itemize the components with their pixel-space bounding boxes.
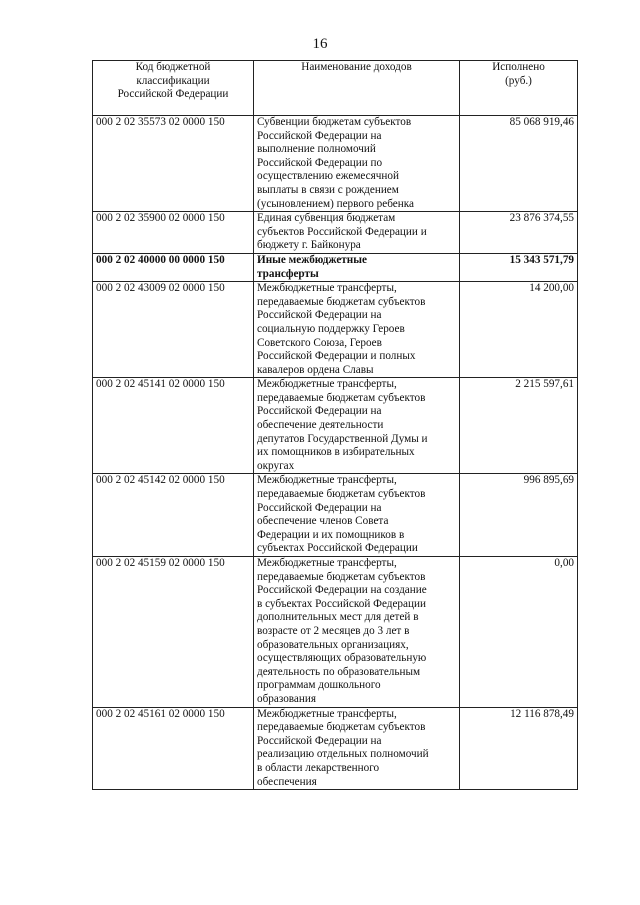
executed-amount-cell: 85 068 919,46 xyxy=(460,116,578,212)
revenue-name-line: социальную поддержку Героев xyxy=(257,322,405,335)
executed-amount-cell: 14 200,00 xyxy=(460,282,578,378)
revenue-name-cell xyxy=(254,707,460,790)
revenue-name-line: в области лекарственного xyxy=(257,761,380,774)
page-number: 16 xyxy=(312,36,328,52)
revenue-name-line: Межбюджетные трансферты, xyxy=(257,474,397,487)
header-amount-line: (руб.) xyxy=(505,74,532,87)
revenue-name-line: Российской Федерации и полных xyxy=(257,350,416,363)
executed-amount-cell: 996 895,69 xyxy=(460,474,578,557)
revenue-name-line: Российской Федерации по xyxy=(257,156,383,169)
revenue-name-line: субъектах Российской Федерации xyxy=(257,542,418,555)
executed-amount-cell: 2 215 597,61 xyxy=(460,378,578,474)
executed-amount-cell: 0,00 xyxy=(460,557,578,708)
revenue-name-line: Иные межбюджетные xyxy=(257,253,367,266)
revenue-name-line: обеспечение деятельности xyxy=(257,419,384,432)
revenue-name-line: Российской Федерации на xyxy=(257,129,382,142)
revenue-name-line: Межбюджетные трансферты, xyxy=(257,557,397,569)
revenue-name-cell xyxy=(254,116,460,212)
table-body xyxy=(93,116,578,790)
revenue-name-line: Субвенции бюджетам субъектов xyxy=(257,116,412,128)
revenue-name-line: передаваемые бюджетам субъектов xyxy=(257,295,426,308)
revenue-name-line: субъектов Российской Федерации и xyxy=(257,225,427,238)
table-row xyxy=(93,378,578,474)
revenue-name-line: осуществляющих образовательную xyxy=(257,652,427,665)
header-code xyxy=(93,61,254,116)
budget-code-cell: 000 2 02 35573 02 0000 150 xyxy=(93,116,254,212)
budget-code-cell: 000 2 02 40000 00 0000 150 xyxy=(93,253,254,281)
revenue-name-line: передаваемые бюджетам субъектов xyxy=(257,721,426,734)
budget-code-cell: 000 2 02 45141 02 0000 150 xyxy=(93,378,254,474)
revenue-name-line: трансферты xyxy=(257,267,319,280)
budget-code-cell: 000 2 02 45159 02 0000 150 xyxy=(93,557,254,708)
revenue-name-cell xyxy=(254,212,460,254)
revenue-table xyxy=(92,60,578,790)
revenue-name-line: Межбюджетные трансферты, xyxy=(257,378,397,391)
revenue-name-line: выполнение полномочий xyxy=(257,143,376,156)
revenue-name-line: передаваемые бюджетам субъектов xyxy=(257,570,426,583)
revenue-name-line: Российской Федерации на xyxy=(257,734,382,747)
revenue-name-line: Межбюджетные трансферты, xyxy=(257,282,397,295)
revenue-name-line: депутатов Государственной Думы и xyxy=(257,432,428,445)
table-row xyxy=(93,474,578,557)
revenue-name-line: передаваемые бюджетам субъектов xyxy=(257,488,426,501)
revenue-name-line: в субъектах Российской Федерации xyxy=(257,597,426,610)
budget-code-cell: 000 2 02 45142 02 0000 150 xyxy=(93,474,254,557)
revenue-name-line: выплаты в связи с рождением xyxy=(257,183,399,196)
revenue-name-cell xyxy=(254,557,460,708)
revenue-name-cell xyxy=(254,282,460,378)
revenue-name-line: программам дошкольного xyxy=(257,679,381,692)
revenue-name-line: (усыновлением) первого ребенка xyxy=(257,197,414,210)
revenue-name-line: образовательных организациях, xyxy=(257,638,409,651)
budget-code-cell: 000 2 02 45161 02 0000 150 xyxy=(93,707,254,790)
revenue-name-line: Федерации и их помощников в xyxy=(257,528,405,541)
revenue-name-cell xyxy=(254,474,460,557)
revenue-name-line: Российской Федерации на создание xyxy=(257,584,427,597)
revenue-name-line: округах xyxy=(257,459,295,472)
revenue-name-line: деятельность по образовательным xyxy=(257,665,421,678)
revenue-name-line: кавалеров ордена Славы xyxy=(257,363,374,376)
table-row xyxy=(93,557,578,708)
executed-amount-cell: 23 876 374,55 xyxy=(460,212,578,254)
header-amount xyxy=(460,61,578,116)
revenue-name-cell xyxy=(254,253,460,281)
revenue-name-line: передаваемые бюджетам субъектов xyxy=(257,391,426,404)
budget-code-cell: 000 2 02 35900 02 0000 150 xyxy=(93,212,254,254)
executed-amount-cell: 15 343 571,79 xyxy=(460,253,578,281)
table-row xyxy=(93,212,578,254)
executed-amount-cell: 12 116 878,49 xyxy=(460,707,578,790)
table-row xyxy=(93,253,578,281)
header-name-line: Наименование доходов xyxy=(301,61,412,73)
revenue-name-line: обеспечения xyxy=(257,775,317,788)
revenue-name-line: дополнительных мест для детей в xyxy=(257,611,419,624)
table-header-row xyxy=(93,61,578,116)
revenue-name-line: Российской Федерации на xyxy=(257,501,382,514)
revenue-name-line: обеспечение членов Совета xyxy=(257,515,389,528)
header-amount-line: Исполнено xyxy=(492,61,545,73)
budget-code-cell: 000 2 02 43009 02 0000 150 xyxy=(93,282,254,378)
revenue-name-line: бюджету г. Байконура xyxy=(257,239,361,252)
header-name xyxy=(254,61,460,116)
revenue-name-line: Российской Федерации на xyxy=(257,309,382,322)
table-row xyxy=(93,282,578,378)
revenue-name-line: их помощников в избирательных xyxy=(257,446,415,459)
revenue-name-line: Российской Федерации на xyxy=(257,405,382,418)
revenue-name-line: Единая субвенция бюджетам xyxy=(257,212,396,225)
header-code-line: Код бюджетной xyxy=(135,61,211,73)
revenue-name-line: осуществлению ежемесячной xyxy=(257,170,399,183)
revenue-name-line: реализацию отдельных полномочий xyxy=(257,748,429,761)
revenue-name-line: возрасте от 2 месяцев до 3 лет в xyxy=(257,624,410,637)
revenue-name-line: Межбюджетные трансферты, xyxy=(257,707,397,720)
header-code-line: Российской Федерации xyxy=(117,88,229,101)
table-row xyxy=(93,116,578,212)
revenue-name-line: Советского Союза, Героев xyxy=(257,336,382,349)
table-row xyxy=(93,707,578,790)
revenue-name-cell xyxy=(254,378,460,474)
header-code-line: классификации xyxy=(136,74,210,87)
revenue-name-line: образования xyxy=(257,692,317,705)
